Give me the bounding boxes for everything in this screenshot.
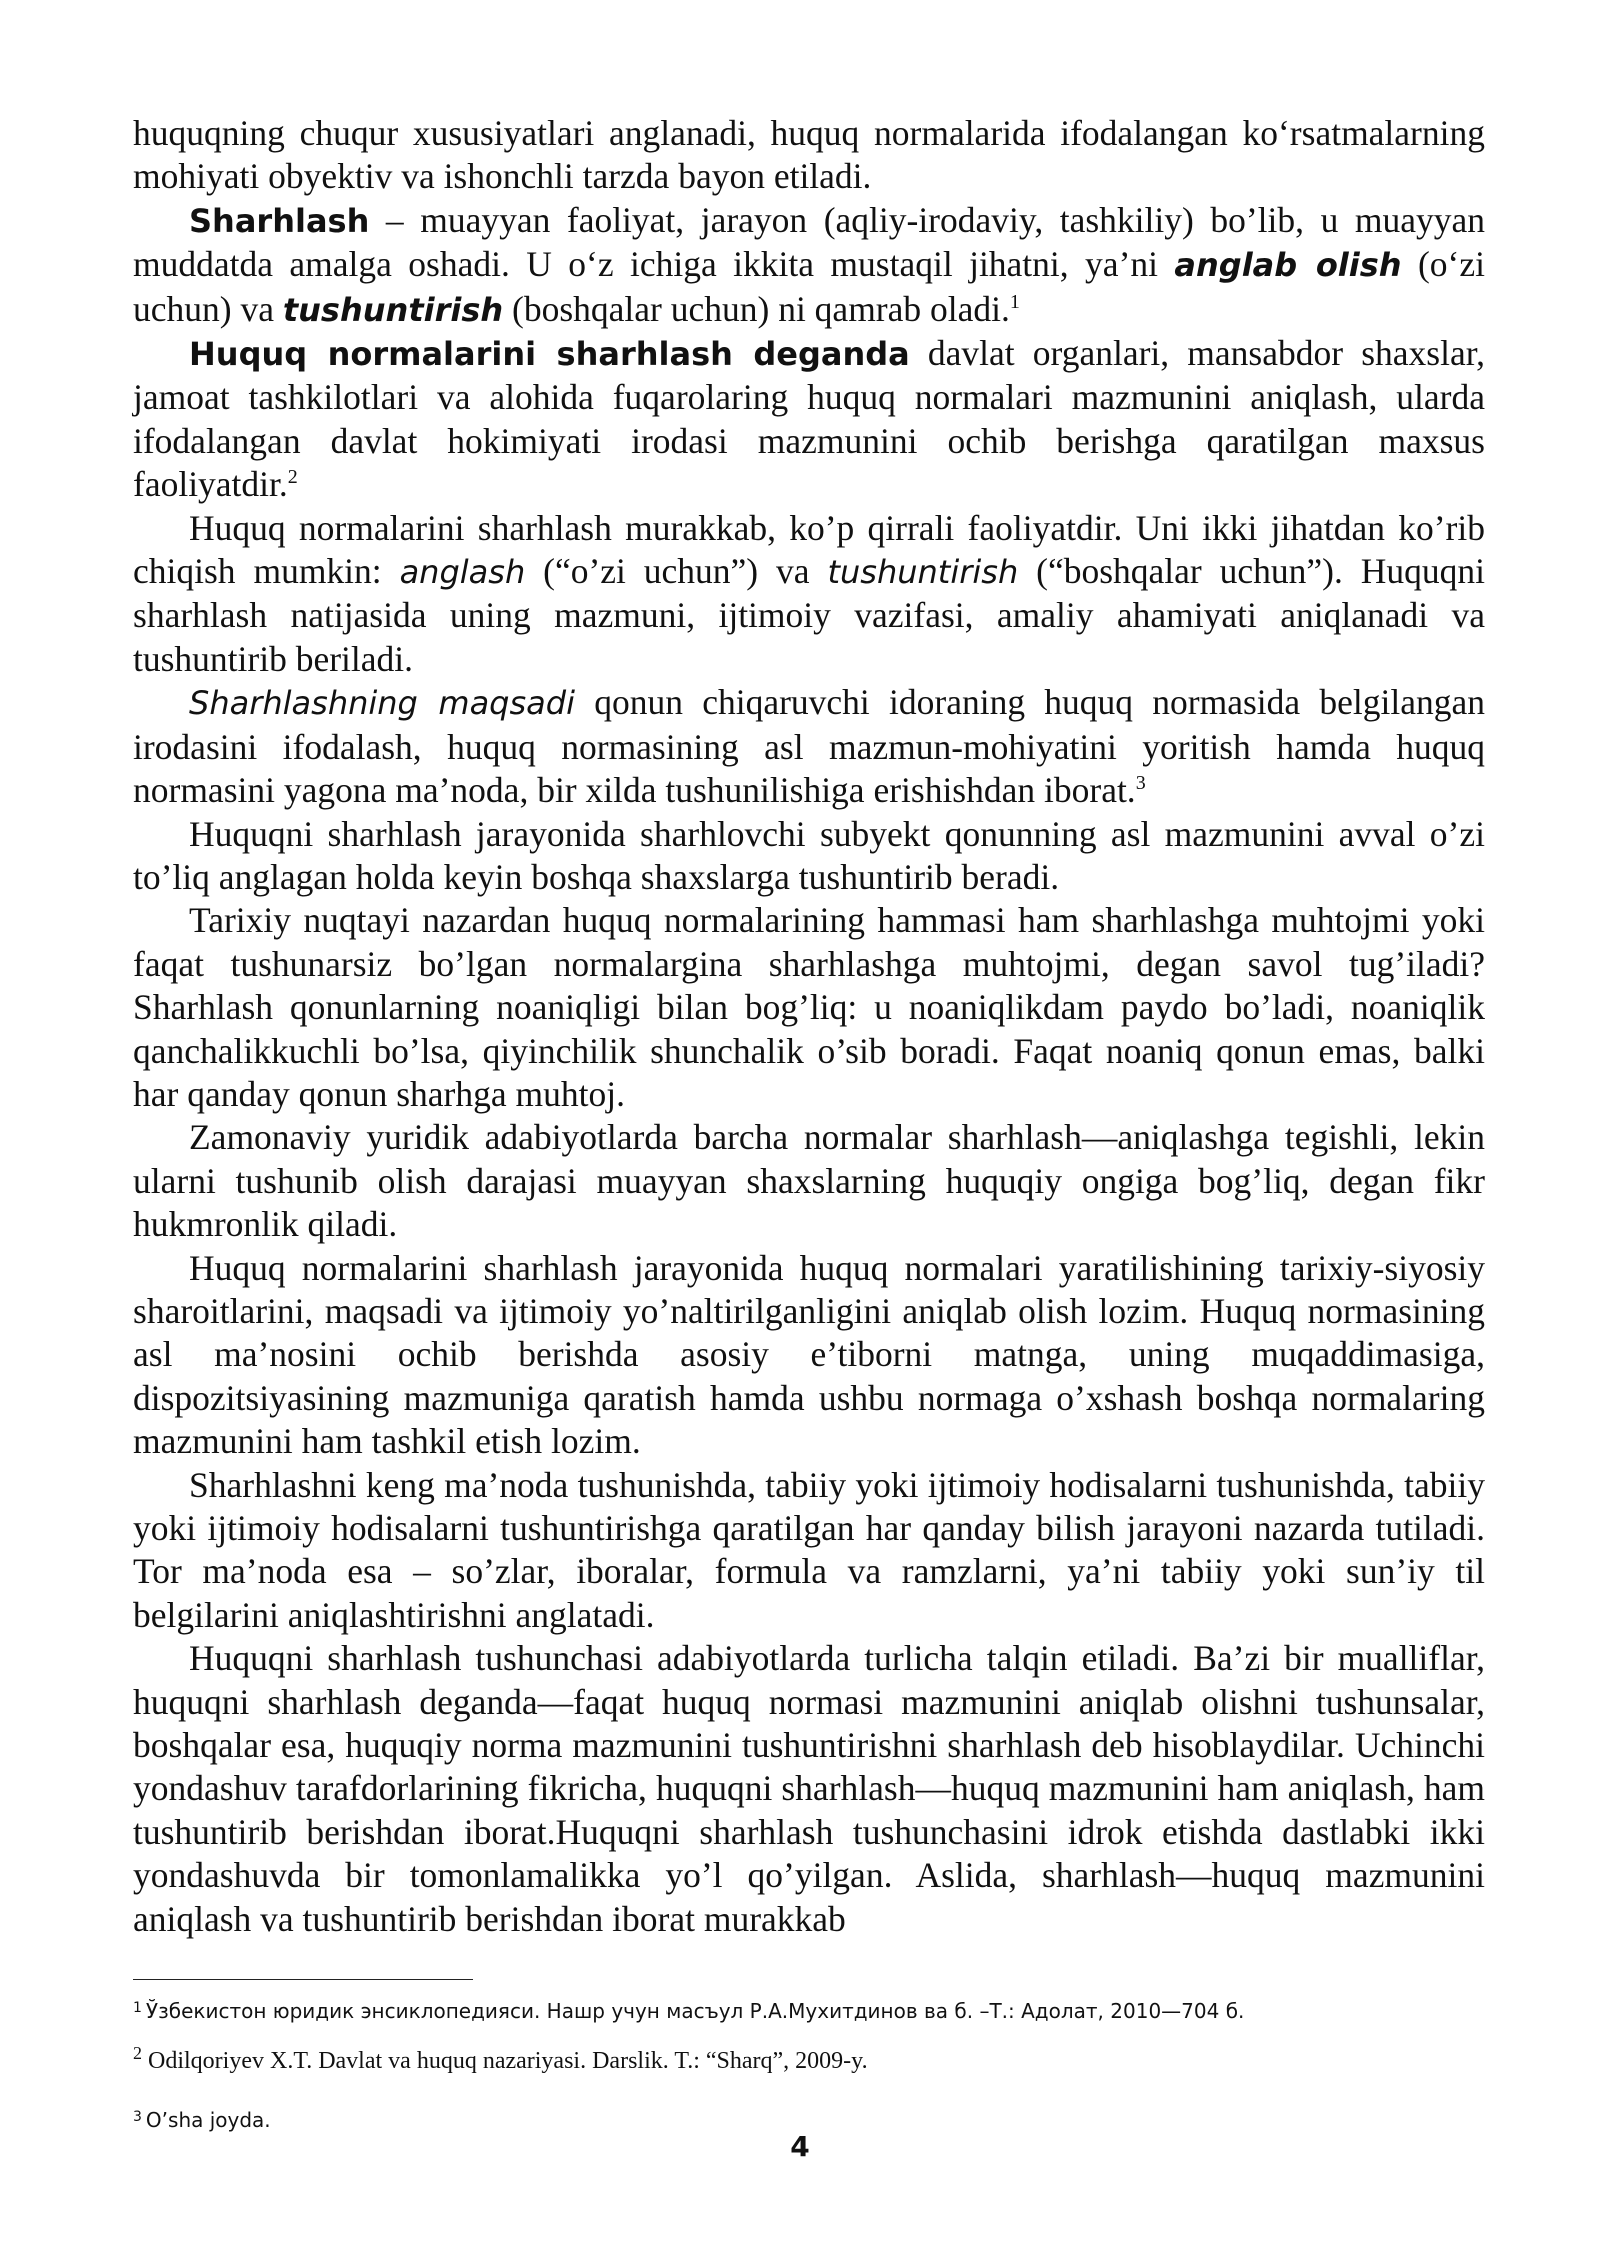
paragraph-11: Huquqni sharhlash tushunchasi adabiyotlarda turlicha talqin etiladi. Ba’zi bir mualliflar, huquqni sharhlash deganda—faqat huquq normasi mazmunini aniqlab olishni tushunsalar, boshqalar esa, huquqiy norma mazmunini tushuntirishni sharhlash deb hisoblaydilar. Uchinchi yondashuv tarafdorlarining fikricha, huquqni sharhlash—huquq mazmunini ham aniqlash, ham tushuntirib berishdan iborat.Huquqni sharhlash tushunchasini idrok etishda dastlabki ikki yondashuvda bir tomonlamalikka yo’l qo’yilgan. Aslida, sharhlash—huquq mazmunini aniqlash va tushuntirib berishdan iborat murakkab: [133, 1638, 1485, 1939]
footnote-text-2: Odilqoriyev X.T. Davlat va huquq nazariyasi. Darslik. T.: “Sharq”, 2009-y.: [148, 2048, 868, 2074]
term-tushuntirish: tushuntirish: [282, 290, 504, 329]
term-tushuntirish-2: tushuntirish: [827, 553, 1019, 592]
paragraph-10: Sharhlashni keng ma’noda tushunishda, tabiiy yoki ijtimoiy hodisalarni tushunishda, tabiiy yoki ijtimoiy hodisalarni tushuntirishga qaratilgan har qanday bilish jarayoni nazarda tutiladi. Tor ma’noda esa – so’zlar, iboralar, formula va ramzlarni, ya’ni tabiiy yoki sun’iy til belgilarini aniqlashtirishni anglatadi.: [133, 1464, 1485, 1635]
paragraph-9: Huquq normalarini sharhlash jarayonida huquq normalari yaratilishining tarixiy-siyosiy sharoitlarini, maqsadi va ijtimoiy yo’naltirilganligini aniqlab olish lozim. Huquq normasining asl ma’nosini ochib berishda asosiy e’tiborni matnga, uning muqaddimasiga, dispozitsiyasining mazmuniga qaratish hamda ushbu normaga o’xshash boshqa normalaring mazmunini ham tashkil etish lozim.: [133, 1247, 1485, 1462]
paragraph-5-text: qonun chiqaruvchi idoraning huquq normasida belgilangan irodasini ifodalash, huquq normasining asl mazmun-mohiyatini yoritish hamda huquq normasini yagona ma’noda, bir xilda tushunilishiga erishishdan iborat.: [133, 682, 1486, 811]
paragraph-3-text: davlat organlari, mansabdor shaxslar, jamoat tashkilotlari va alohida fuqarolaring huquq normalari mazmunini aniqlash, ularda ifodalangan davlat hokimiyati irodasi mazmunini ochib berishga qaratilgan maxsus faoliyatdir.: [133, 333, 1486, 505]
paragraph-4-text-b: (“o’zi uchun”) va: [525, 551, 828, 592]
paragraph-7: Tarixiy nuqtayi nazardan huquq normalarining hammasi ham sharhlashga muhtojmi yoki faqat tushunarsiz bo’lgan normalargina sharhlashga muhtojmi, degan savol tug’iladi? Sharhlash qonunlarning noaniqligi bilan bog’liq: u noaniqlikdam paydo bo’ladi, noaniqlik qanchalikkuchli bo’lsa, qiyinchilik shunchalik o’sib boradi. Faqat noaniq qonun emas, balki har qanday qonun sharhga muhtoj.: [133, 900, 1485, 1114]
paragraph-2-text-a: – muayyan faoliyat, jarayon (aqliy-irodaviy, tashkiliy) bo’lib, u muayyan muddatda amalga oshadi. U o‘z ichiga ikkita mustaqil jihatni, ya’ni: [133, 199, 1485, 285]
paragraph-4-text-a: Huquq normalarini sharhlash murakkab, ko’p qirrali faoliyatdir. Uni ikki jihatdan ko’rib chiqish mumkin:: [133, 507, 1485, 592]
footnote-mark-3: 3: [133, 2109, 142, 2125]
paragraph-1: huquqning chuqur xususiyatlari anglanadi, huquq normalarida ifodalangan ko‘rsatmalarning mohiyati obyektiv va ishonchli tarzda bayon etiladi.: [133, 113, 1485, 197]
footnotes: [133, 1993, 1485, 2135]
term-huquq-normalarini-sharhlash: Huquq normalarini sharhlash deganda: [189, 335, 910, 374]
footnote-mark-1: 1: [133, 2000, 142, 2016]
footnote-ref-2[interactable]: 2: [287, 466, 298, 489]
paragraph-4-text-c: (“boshqalar uchun”). Huquqni sharhlash natijasida uning mazmuni, ijtimoiy vazifasi, amaliy ahamiyati aniqlanadi va tushuntirib beriladi.: [133, 551, 1485, 679]
paragraph-3: [133, 332, 1485, 507]
footnote-2: [133, 2038, 1485, 2076]
footnote-1: [133, 1993, 1485, 2026]
page-number: 4: [790, 2130, 810, 2163]
term-anglash: anglash: [399, 553, 526, 592]
footnote-text-3: O’sha joyda.: [145, 2108, 271, 2132]
footnote-text-1: Ўзбекистон юридик энсиклопедияси. Нашр учун масъул Р.А.Мухитдинов ва б. –Т.: Адолат, 2010—704 б.: [145, 1999, 1245, 2023]
paragraph-4: [133, 507, 1485, 682]
term-sharhlashning-maqsadi: Sharhlashning maqsadi: [189, 684, 575, 723]
paragraph-6: Huquqni sharhlash jarayonida sharhlovchi subyekt qonunning asl mazmunini avval o’zi to’liq anglagan holda keyin boshqa shaxslarga tushuntirib beradi.: [133, 813, 1485, 897]
footnote-ref-1[interactable]: 1: [1009, 290, 1020, 313]
main-text: [133, 112, 1485, 1941]
paragraph-2: [133, 199, 1485, 332]
paragraph-5: [133, 681, 1485, 812]
term-sharhlash: Sharhlash: [189, 201, 370, 240]
page-body: [133, 112, 1485, 1941]
term-anglab-olish: anglab olish: [1174, 246, 1402, 285]
paragraph-2-text-b: (o‘zi uchun) va: [133, 244, 1485, 329]
footnote-ref-3[interactable]: 3: [1135, 772, 1146, 795]
footnote-separator: [133, 1979, 473, 1980]
paragraph-2-text-c: (boshqalar uchun) ni qamrab oladi.: [503, 288, 1010, 329]
footnote-mark-2: 2: [133, 2043, 142, 2063]
paragraph-8: Zamonaviy yuridik adabiyotlarda barcha normalar sharhlash—aniqlashga tegishli, lekin ularni tushunib olish darajasi muayyan shaxslarning huquqiy ongiga bog’liq, degan fikr hukmronlik qiladi.: [133, 1117, 1485, 1245]
